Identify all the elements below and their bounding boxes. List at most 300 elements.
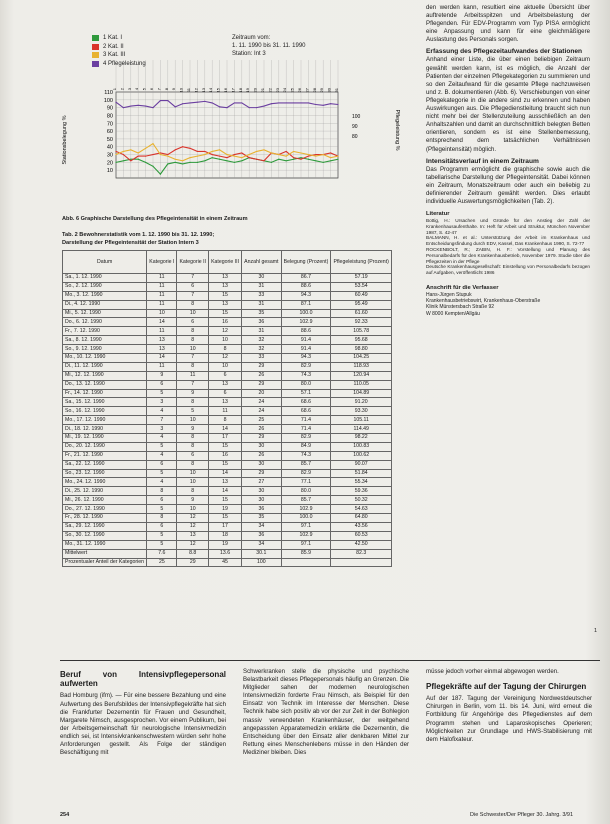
data-point <box>167 154 168 155</box>
data-point <box>189 148 190 149</box>
legend-swatch-pflege <box>92 61 99 67</box>
data-point <box>145 105 146 106</box>
data-point <box>308 156 309 157</box>
data-point <box>263 160 264 161</box>
x-tick-label: 4 <box>134 88 140 91</box>
legend-swatch-kat1 <box>92 35 99 41</box>
data-point <box>256 107 257 108</box>
table-row <box>63 327 392 336</box>
data-point <box>241 157 242 158</box>
table-cell: 85.9 <box>281 549 331 558</box>
table-cell: 16 <box>209 318 242 327</box>
table-cell: 26 <box>242 451 281 460</box>
data-point <box>271 152 272 153</box>
table-cell: 61.60 <box>331 309 392 318</box>
table-body <box>63 274 392 567</box>
data-point <box>182 160 183 161</box>
data-point <box>145 156 146 157</box>
x-tick-label: 5 <box>141 88 147 91</box>
data-point <box>271 162 272 163</box>
x-tick-label: 24 <box>282 88 288 93</box>
table-cell: 85.7 <box>281 460 331 469</box>
y2-axis-label: Pflegeleistung % <box>394 109 400 151</box>
x-tick-label: 17 <box>230 88 236 93</box>
table-cell: 26 <box>242 371 281 380</box>
table-cell: 110.05 <box>331 380 392 389</box>
data-point <box>234 156 235 157</box>
data-point <box>249 157 250 158</box>
y-tick-label: 70 <box>106 121 113 128</box>
legend-swatch-kat2 <box>92 44 99 50</box>
data-point <box>278 102 279 103</box>
table-cell: 68.6 <box>281 407 331 416</box>
table-cell: 5 <box>147 540 177 549</box>
data-point <box>263 149 264 150</box>
table-cell: 93.30 <box>331 407 392 416</box>
table-cell: 100.83 <box>331 442 392 451</box>
table-cell: 7 <box>177 274 209 283</box>
data-point <box>212 102 213 103</box>
table-cell: So., 9. 12. 1990 <box>63 345 147 354</box>
table-cell: 120.94 <box>331 371 392 380</box>
table-cell <box>281 558 331 567</box>
data-point <box>278 154 279 155</box>
x-tick-label: 8 <box>163 88 169 91</box>
table-cell: 9 <box>177 425 209 434</box>
table-cell: 32 <box>242 336 281 345</box>
x-tick-label: 23 <box>274 88 280 93</box>
table-cell: Do., 20. 12. 1990 <box>63 442 147 451</box>
table-cell: 6 <box>147 380 177 389</box>
table-cell: 30 <box>242 442 281 451</box>
chart-legend <box>92 34 146 68</box>
table-header-cell: Anzahl gesamt <box>242 251 281 274</box>
table-cell: 18 <box>209 531 242 540</box>
table-cell: 8.8 <box>177 549 209 558</box>
table-cell: 13 <box>147 336 177 345</box>
x-tick-label: 16 <box>223 88 228 93</box>
x-tick-label: 9 <box>171 88 177 91</box>
legend-entry: 3 Kat. III <box>92 51 146 60</box>
data-point <box>175 159 176 160</box>
table-cell: 71.4 <box>281 416 331 425</box>
data-point <box>293 159 294 160</box>
table-row <box>63 380 392 389</box>
data-point <box>130 160 131 161</box>
paragraph: Anhand einer Liste, die über einen beliebigen Zeitraum gewählt werden kann, ist es möglich, die Anzahl der Patienten der einzelnen Pflegekategorien zu summieren und so den Zeitaufwand für die gesamte Pflege nachzuweisen und z. B. dokumentieren (Abb. 6). Verschiebungen von einer Pflegekategorie in die andere sind zu erkennen und haben Auswirkungen aus. Die Pflegedienstleitung braucht sich nun nicht mehr bei der Stellenzuteilung ausschließlich an den Anhaltszahlen und damit an durchschnittlich belegten Betten orientieren, sondern es ist eine Stellenbemessung, entsprechend dem tatsächlichen Verhältnissen (Pflegeintensität) möglich. <box>426 56 590 153</box>
table-cell: 36 <box>242 531 281 540</box>
table-cell: 24 <box>242 398 281 407</box>
journal-footer: Die Schwester/Der Pfleger 30. Jahrg. 3/91 <box>470 812 574 818</box>
table-cell: 91.20 <box>331 398 392 407</box>
table-cell: 84.9 <box>281 442 331 451</box>
news-mid <box>243 668 409 757</box>
data-point <box>130 159 131 160</box>
table-cell: 82.9 <box>281 362 331 371</box>
table-row <box>63 514 392 523</box>
table-cell: 17 <box>209 434 242 443</box>
data-point <box>234 102 235 103</box>
data-point <box>249 154 250 155</box>
table-cell: 8 <box>177 362 209 371</box>
header-line: Station: Int 3 <box>232 51 266 57</box>
table-cell: Fr., 7. 12. 1990 <box>63 327 147 336</box>
table-cell: 82.3 <box>331 549 392 558</box>
table-row <box>63 531 392 540</box>
table-cell: 8 <box>147 514 177 523</box>
x-tick-label: 7 <box>156 88 162 91</box>
table-cell: 13 <box>147 345 177 354</box>
y-tick-label: 60 <box>106 129 113 136</box>
data-point <box>330 103 331 104</box>
table-row <box>63 434 392 443</box>
table-header-row <box>63 251 392 274</box>
table-cell: 5 <box>147 469 177 478</box>
table-cell: 100.62 <box>331 451 392 460</box>
table-cell: 30 <box>242 460 281 469</box>
table-cell: 86.7 <box>281 274 331 283</box>
x-tick-label: 25 <box>289 88 295 93</box>
table-cell: 87.1 <box>281 300 331 309</box>
statistics-table <box>62 250 392 567</box>
table-cell: 74.3 <box>281 451 331 460</box>
table-cell: 5 <box>147 442 177 451</box>
news-title: Beruf von Intensivpflegepersonal aufwerten <box>60 670 226 689</box>
table-cell: 15 <box>209 514 242 523</box>
header-line: 1. 11. 1990 bis 31. 11. 1990 <box>232 43 306 49</box>
table-cell: 12 <box>177 540 209 549</box>
table-cell: 31 <box>242 282 281 291</box>
table-cell: 19 <box>209 540 242 549</box>
data-point <box>138 156 139 157</box>
table-cell: 4 <box>147 451 177 460</box>
table-cell: 11 <box>147 274 177 283</box>
table-cell: 82.9 <box>281 434 331 443</box>
table-cell: 11 <box>209 407 242 416</box>
table-row <box>63 442 392 451</box>
table-cell: 45 <box>209 558 242 567</box>
data-point <box>182 146 183 147</box>
table-cell: 91.4 <box>281 345 331 354</box>
data-point <box>212 157 213 158</box>
data-point <box>286 156 287 157</box>
table-cell: Do., 27. 12. 1990 <box>63 505 147 514</box>
data-point <box>271 103 272 104</box>
table-cell: 88.6 <box>281 282 331 291</box>
data-point <box>189 102 190 103</box>
table-cell: Mo., 10. 12. 1990 <box>63 354 147 363</box>
news-left <box>60 670 226 757</box>
x-tick-label: 3 <box>126 88 132 91</box>
table-cell: 31 <box>242 300 281 309</box>
table-cell: 15 <box>209 442 242 451</box>
y-tick-label: 40 <box>106 144 113 151</box>
data-point <box>204 151 205 152</box>
y2-tick-label: 90 <box>352 124 358 130</box>
table-row <box>63 318 392 327</box>
table-cell: 104.89 <box>331 389 392 398</box>
data-point <box>145 162 146 163</box>
table-cell: 100.0 <box>281 514 331 523</box>
table-row <box>63 416 392 425</box>
table-cell: 30 <box>242 487 281 496</box>
legend-entry: 1 Kat. I <box>92 34 146 43</box>
table-cell: 35 <box>242 514 281 523</box>
table-cell: 6 <box>209 389 242 398</box>
x-tick-label: 21 <box>260 88 265 93</box>
x-tick-label: 20 <box>252 88 258 93</box>
table-cell: Di., 25. 12. 1990 <box>63 487 147 496</box>
table-row <box>63 469 392 478</box>
data-point <box>115 162 116 163</box>
table-cell: 29 <box>177 558 209 567</box>
x-tick-label: 29 <box>319 88 325 93</box>
table-header-cell: Pflegeleistung (Prozent) <box>331 251 392 274</box>
section-heading: Intensitätsverlauf in einem Zeitraum <box>426 157 539 165</box>
table-cell: 15 <box>209 460 242 469</box>
table-row <box>63 371 392 380</box>
right-column <box>426 4 590 317</box>
table-cell: 35 <box>242 309 281 318</box>
y-tick-label: 80 <box>106 113 113 120</box>
table-cell: 8 <box>177 336 209 345</box>
data-point <box>300 102 301 103</box>
table-cell: 6 <box>177 451 209 460</box>
table-cell: 4 <box>147 407 177 416</box>
data-point <box>300 157 301 158</box>
table-cell: 13 <box>209 398 242 407</box>
table-cell: 25 <box>242 416 281 425</box>
news-title: Pflegekräfte auf der Tagung der Chirurgen <box>426 682 587 692</box>
figure-caption: Abb. 6 Graphische Darstellung des Pflegeintensität in einem Zeitraum <box>62 216 248 222</box>
table-cell: 94.3 <box>281 354 331 363</box>
table-cell: 95.68 <box>331 336 392 345</box>
table-cell: 15 <box>209 309 242 318</box>
table-cell: 104.25 <box>331 354 392 363</box>
table-cell: 29 <box>242 380 281 389</box>
table-cell: 54.63 <box>331 505 392 514</box>
table-row <box>63 309 392 318</box>
data-point <box>160 100 161 101</box>
table-cell: 100.0 <box>281 309 331 318</box>
table-cell: 10 <box>209 336 242 345</box>
data-point <box>130 149 131 150</box>
table-cell: 6 <box>147 522 177 531</box>
table-cell: 8 <box>177 327 209 336</box>
table-cell: 29 <box>242 469 281 478</box>
data-point <box>308 154 309 155</box>
right-marker: 1 <box>594 628 598 634</box>
table-cell: 24 <box>242 407 281 416</box>
table-cell: 32 <box>242 345 281 354</box>
data-point <box>204 154 205 155</box>
table-cell: So., 30. 12. 1990 <box>63 531 147 540</box>
table-row <box>63 362 392 371</box>
y-tick-label: 100 <box>103 97 113 104</box>
data-point <box>197 156 198 157</box>
data-point <box>138 105 139 106</box>
table-cell: 12 <box>177 522 209 531</box>
data-point <box>167 163 168 164</box>
table-cell: Mi., 5. 12. 1990 <box>63 309 147 318</box>
news-text: müsse jedoch vorher einmal abgewogen werden. <box>426 668 559 675</box>
data-point <box>308 102 309 103</box>
data-point <box>182 163 183 164</box>
table-cell: 91.4 <box>281 336 331 345</box>
table-cell: Sa., 22. 12. 1990 <box>63 460 147 469</box>
legend-swatch-kat3 <box>92 52 99 58</box>
table-cell: 10 <box>177 416 209 425</box>
intro-paragraph: den werden kann, resultiert eine aktuelle Übersicht über auftretende Arbeitsspitzen und Arbeitsbelastung der Pflegenden. Für EDV-Programm vom Typ PISA ermöglicht eine Anpassung und kann für eine gleichmäßigere Auslastung des Personals sorgen. <box>426 4 590 44</box>
table-cell: 5 <box>147 531 177 540</box>
data-point <box>323 105 324 106</box>
table-cell: 98.80 <box>331 345 392 354</box>
table-cell: 114.49 <box>331 425 392 434</box>
table-cell: 19 <box>209 505 242 514</box>
data-point <box>330 152 331 153</box>
author-heading: Anschrift für die Verfasser <box>426 285 499 292</box>
x-tick-label: 1 <box>112 88 117 91</box>
data-point <box>138 152 139 153</box>
data-point <box>286 160 287 161</box>
table-cell: Di., 4. 12. 1990 <box>63 300 147 309</box>
news-text: Schwerkranken stelle die physische und psychische Belastbarkeit dieses Pflegepersonals häufig an Grenzen. Die Mitglieder sahen der modernen neurologischen Intensivmedizin forderte Frau Nimsch, als Beispiel für den Einsatz von Technik im Interesse der Menschen. Diese Technik habe sich positiv ab vor der zur Zeit in der Bohlegion massiv verwendeten Krankenhäuser, der weitgehend angepassten Apparatemedizin erklärte die Dezernentin, die Entscheidung über den Einsatz aller denkbaren Mittel zur Rettung eines Menschenlebens müsse in den Händen der Mediziner bleiben. Dies <box>243 668 409 756</box>
table-caption-2: Darstellung der Pflegeintensität der Station Intern 3 <box>62 240 199 246</box>
data-point <box>234 154 235 155</box>
table-cell: 34 <box>242 522 281 531</box>
data-point <box>219 149 220 150</box>
literature-heading: Literatur <box>426 211 450 218</box>
table-cell: 30.1 <box>242 549 281 558</box>
section-heading: Erfassung des Pflegezeitaufwandes der Stationen <box>426 48 583 56</box>
table-cell: Mo., 17. 12. 1990 <box>63 416 147 425</box>
literature-list <box>426 218 590 276</box>
table-cell: 80.0 <box>281 487 331 496</box>
data-point <box>293 151 294 152</box>
table-cell: 15 <box>209 291 242 300</box>
data-point <box>278 159 279 160</box>
table-cell: 30 <box>242 274 281 283</box>
data-point <box>286 102 287 103</box>
header-line: Zeitraum vom: <box>232 35 271 41</box>
data-point <box>256 159 257 160</box>
data-point <box>256 151 257 152</box>
table-cell: 9 <box>177 389 209 398</box>
data-point <box>212 154 213 155</box>
table-cell: Fr., 14. 12. 1990 <box>63 389 147 398</box>
y-axis-label: Stationsbelegung % <box>62 115 68 165</box>
data-point <box>197 102 198 103</box>
table-cell: 10 <box>177 478 209 487</box>
data-point <box>323 162 324 163</box>
data-point <box>300 152 301 153</box>
table-cell: 20 <box>242 389 281 398</box>
literature-item: Deutsche Krankenhausgesellschaft: Einstellung von Personalbedarfs bezogen auf Aufgaben, veröffentlicht 1986 <box>426 264 590 276</box>
table-cell: 60.53 <box>331 531 392 540</box>
table-cell: Do., 13. 12. 1990 <box>63 380 147 389</box>
data-point <box>337 159 338 160</box>
table-row <box>63 460 392 469</box>
data-point <box>175 149 176 150</box>
data-point <box>130 105 131 106</box>
data-point <box>234 162 235 163</box>
table-cell: 94.3 <box>281 291 331 300</box>
table-row <box>63 398 392 407</box>
table-cell: 92.33 <box>331 318 392 327</box>
table-cell: 36 <box>242 505 281 514</box>
table-row <box>63 451 392 460</box>
table-cell: 7 <box>177 380 209 389</box>
table-cell: 31 <box>242 327 281 336</box>
table-cell: 68.6 <box>281 398 331 407</box>
data-point <box>152 154 153 155</box>
x-tick-label: 12 <box>193 88 199 93</box>
table-cell: 29 <box>242 434 281 443</box>
news-right <box>426 668 592 744</box>
table-cell: 95.49 <box>331 300 392 309</box>
table-cell: 77.1 <box>281 478 331 487</box>
data-point <box>175 162 176 163</box>
table-cell: 98.22 <box>331 434 392 443</box>
table-cell: 11 <box>147 291 177 300</box>
news-text: Bad Homburg (ifm). — Für eine bessere Bezahlung und eine Aufwertung des Berufsbildes der Intensivpflegekräfte hat sich die Frankfurter Dezernentin für Frauen und Gesundheit, Margarete Nimsch, ausgesprochen. Vor einem Publikum, bei der Arbeitsgemeinschaft für neurologische Intensivmedizin endlich sei, ist Intensivkrankenschwestern würden sehr hohe Anforderungen gestellt. Als Folge der ständigen Beschäftigung mit <box>60 692 226 757</box>
table-cell: 13 <box>209 478 242 487</box>
table-cell: 12 <box>209 354 242 363</box>
table-cell: 6 <box>177 282 209 291</box>
data-point <box>241 160 242 161</box>
x-tick-label: 27 <box>304 88 310 93</box>
data-point <box>315 154 316 155</box>
table-cell: 88.6 <box>281 327 331 336</box>
paragraph: Das Programm ermöglicht die graphische sowie auch die tabellarische Darstellung der Pflegeintensität. Dabei können ein Zeitraum, Monatszeitraum oder auch ein beliebig zu definierender Zeitraum gewählt werden. Dies erlaubt individuelle Auswertungsmöglichkeiten (Tab. 2). <box>426 165 590 205</box>
table-header-cell: Kategorie II <box>177 251 209 274</box>
table-cell: 7 <box>147 416 177 425</box>
data-point <box>212 151 213 152</box>
table-cell: 14 <box>147 318 177 327</box>
table-row <box>63 549 392 558</box>
table-cell: 10 <box>147 309 177 318</box>
data-point <box>330 157 331 158</box>
data-point <box>300 159 301 160</box>
y-tick-label: 20 <box>106 160 113 167</box>
table-cell: 11 <box>147 300 177 309</box>
table-header-cell: Kategorie III <box>209 251 242 274</box>
data-point <box>123 160 124 161</box>
data-point <box>182 103 183 104</box>
x-tick-label: 26 <box>297 88 302 93</box>
table-cell: 5 <box>147 389 177 398</box>
x-tick-label: 6 <box>149 88 154 91</box>
table-cell: Di., 11. 12. 1990 <box>63 362 147 371</box>
table-row <box>63 407 392 416</box>
table-cell: 10 <box>177 309 209 318</box>
table-cell: 43.56 <box>331 522 392 531</box>
table-cell: 7 <box>177 291 209 300</box>
table-row <box>63 282 392 291</box>
x-tick-label: 30 <box>326 88 332 93</box>
table-cell: 8 <box>177 442 209 451</box>
data-point <box>241 152 242 153</box>
data-point <box>330 160 331 161</box>
table-cell: 10 <box>209 362 242 371</box>
table-cell: 36 <box>242 318 281 327</box>
divider <box>60 660 600 661</box>
table-cell: 34 <box>242 540 281 549</box>
x-tick-label: 10 <box>178 88 184 93</box>
x-tick-label: 13 <box>200 88 206 93</box>
table-cell: 14 <box>209 487 242 496</box>
data-point <box>226 160 227 161</box>
